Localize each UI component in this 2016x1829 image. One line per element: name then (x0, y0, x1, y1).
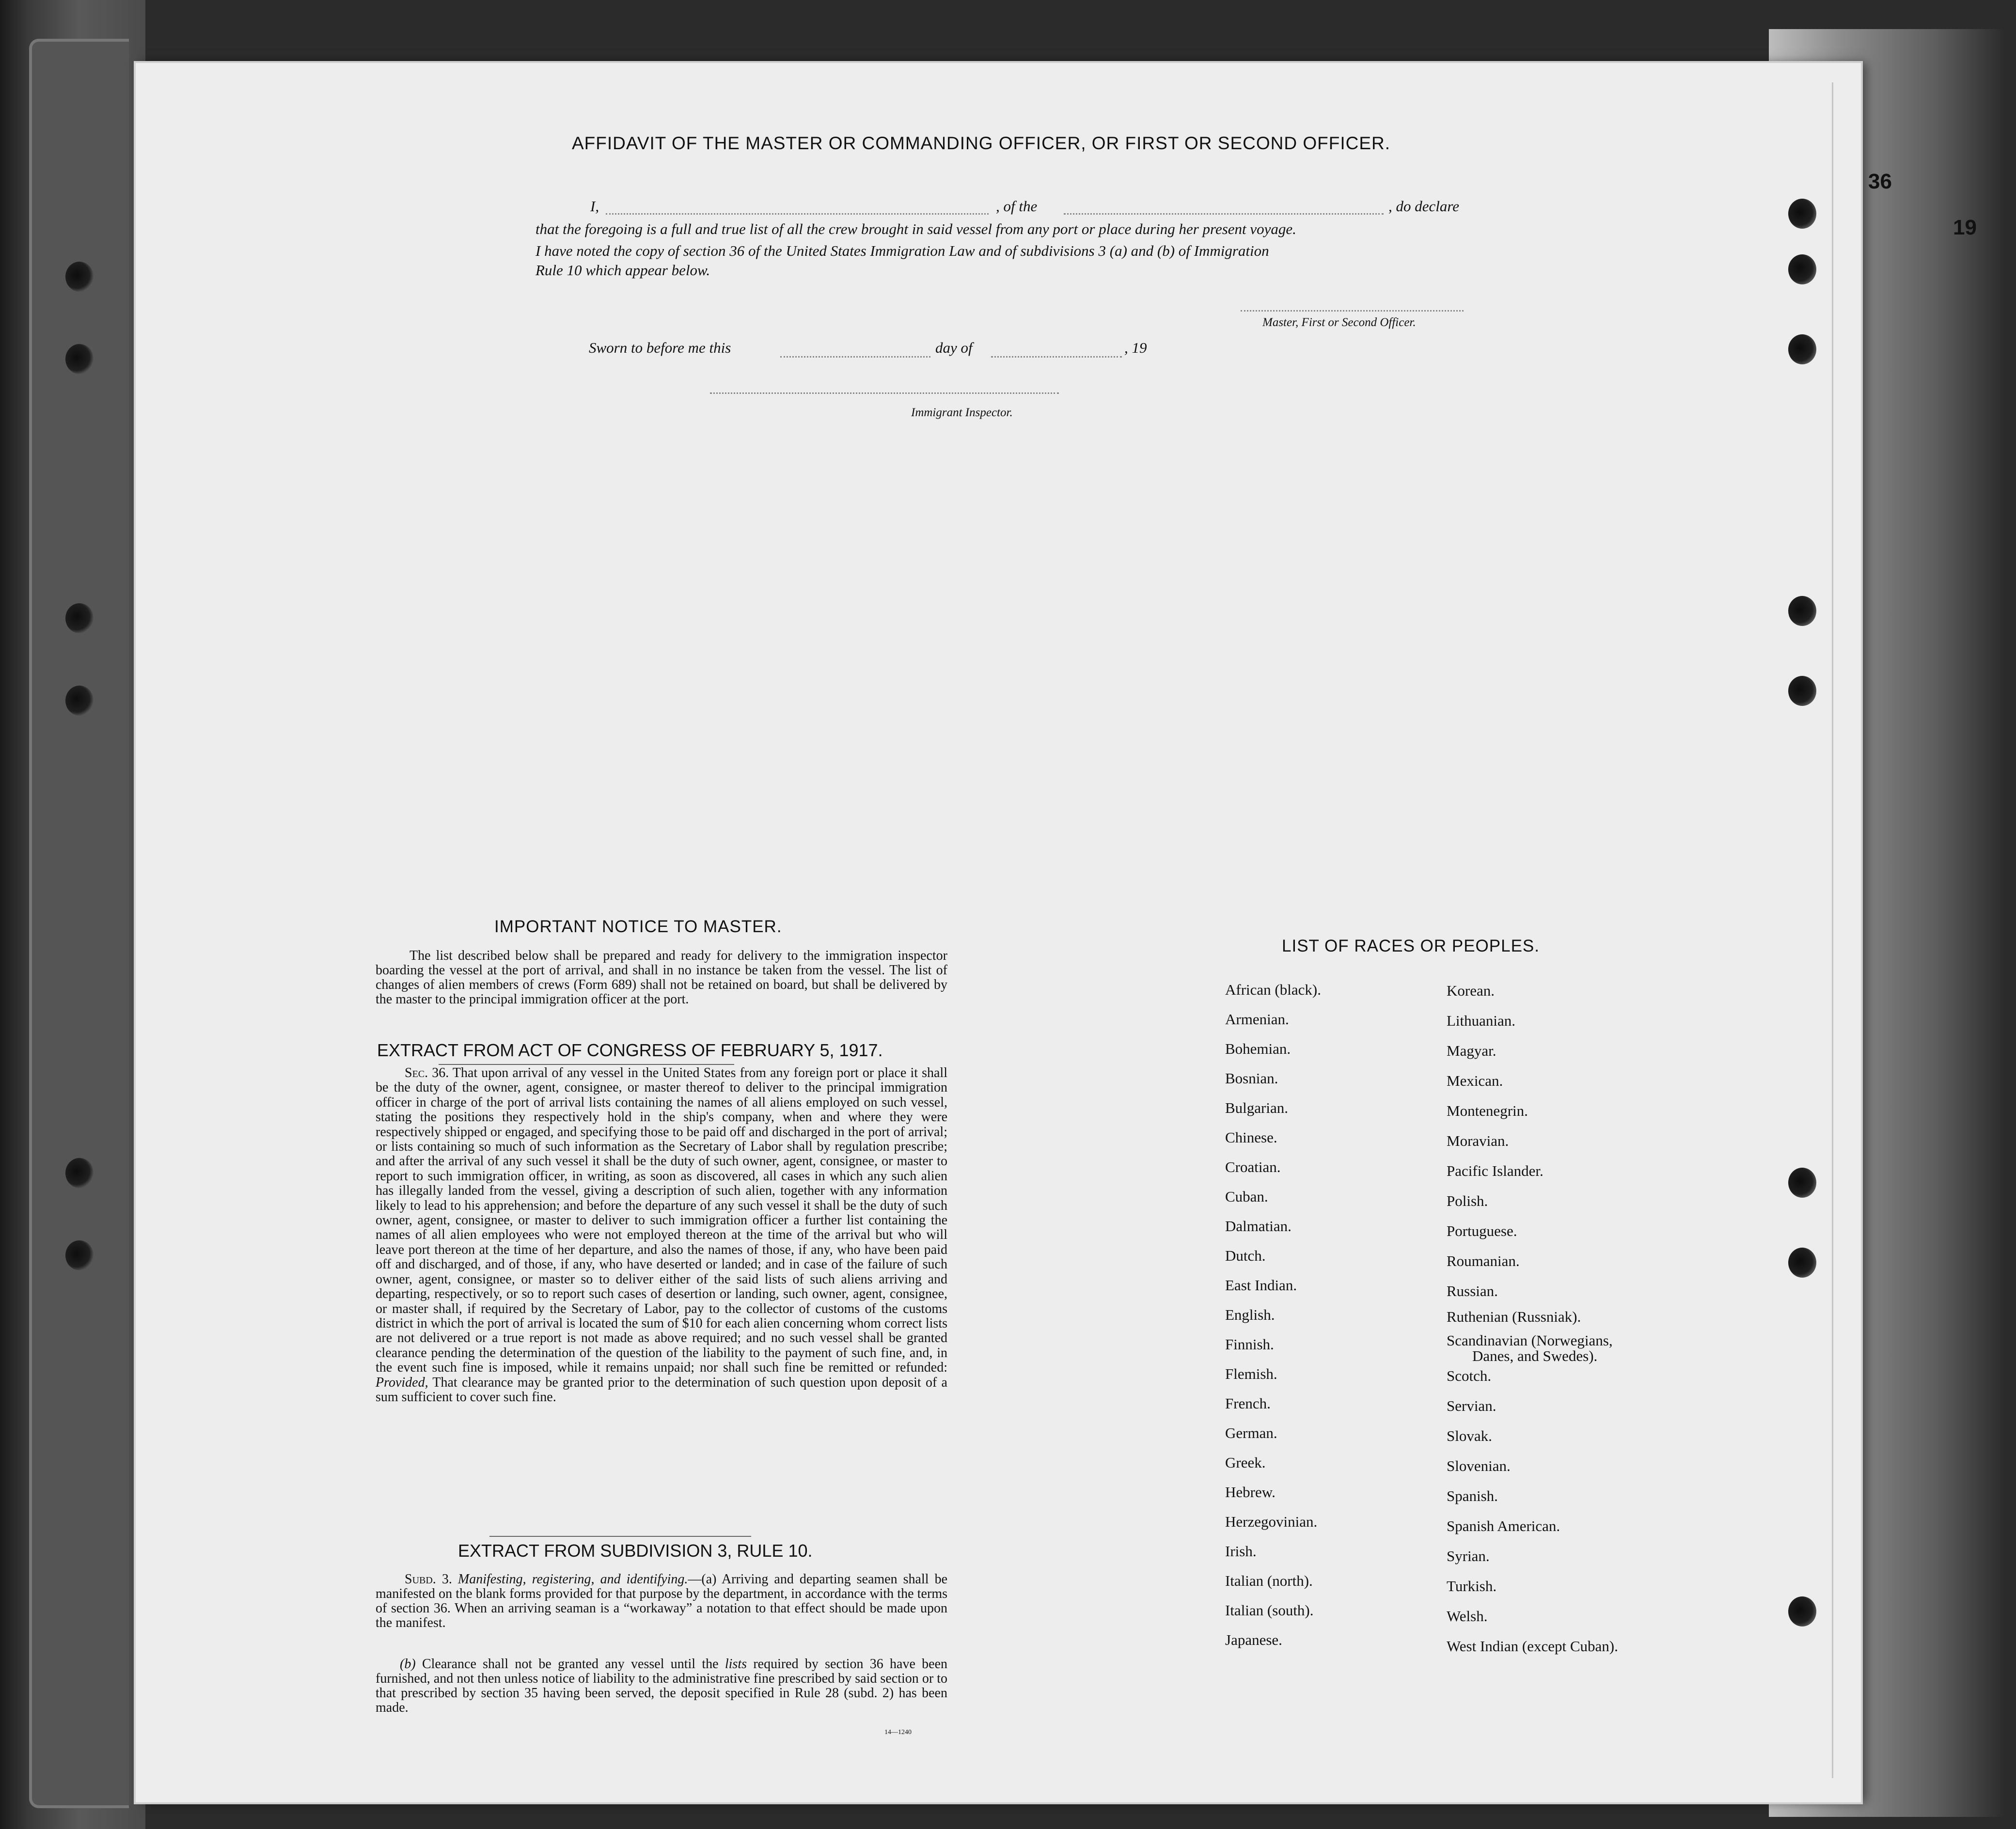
race-right-item: Slovenian. (1447, 1457, 1511, 1474)
race-left-item: Bosnian. (1225, 1070, 1278, 1087)
race-right-item: Scandinavian (Norwegians, (1447, 1332, 1613, 1349)
punch-hole (1788, 596, 1816, 626)
form-number: 14—1240 (884, 1729, 912, 1736)
race-left-item: French. (1225, 1395, 1271, 1412)
punch-hole (65, 686, 94, 716)
race-right-item: Moravian. (1447, 1132, 1509, 1149)
race-right-item: West Indian (except Cuban). (1447, 1638, 1618, 1655)
race-right-item: Montenegrin. (1447, 1102, 1528, 1119)
punch-hole (65, 1240, 94, 1270)
act-section-end: That clearance may be granted prior to the determination of such question upon deposit of a sum sufficient to cover such fine. (376, 1375, 947, 1405)
punch-hole (1788, 1596, 1816, 1626)
race-right-item: Russian. (1447, 1282, 1498, 1299)
punch-hole (1788, 676, 1816, 706)
sworn-day-blank[interactable] (780, 356, 930, 358)
race-right-item: Scotch. (1447, 1367, 1492, 1384)
underlying-page-number: 36 (1868, 170, 1892, 193)
race-right-item: Danes, and Swedes). (1472, 1347, 1598, 1364)
race-right-item: Servian. (1447, 1397, 1496, 1414)
notice-title: IMPORTANT NOTICE TO MASTER. (494, 917, 782, 936)
act-provided: Provided, (376, 1375, 428, 1390)
punch-hole (1788, 254, 1816, 284)
punch-hole (65, 603, 94, 633)
rule-subd-heading: Manifesting, registering, and identifying. (457, 1572, 688, 1587)
race-left-item: Irish. (1225, 1543, 1257, 1560)
affiant-name-blank[interactable] (606, 213, 989, 215)
punch-hole (1788, 1248, 1816, 1278)
race-left-item: Greek. (1225, 1454, 1266, 1471)
rule-para-b (376, 1657, 947, 1715)
punch-hole (1788, 199, 1816, 229)
race-left-item: Dutch. (1225, 1247, 1266, 1264)
affidavit-i: I, (590, 198, 599, 215)
affidavit-line-4: Rule 10 which appear below. (536, 262, 710, 279)
race-right-item: Syrian. (1447, 1548, 1490, 1564)
race-left-item: German. (1225, 1424, 1277, 1441)
rule-para-b-label: (b) (400, 1657, 416, 1672)
vessel-name-blank[interactable] (1064, 213, 1384, 215)
affidavit-line-2: that the foregoing is a full and true list of all the crew brought in said vessel from any port or place during her present voyage. (536, 220, 1296, 237)
race-left-item: Herzegovinian. (1225, 1513, 1318, 1530)
sworn-year: , 19 (1124, 339, 1147, 356)
punch-hole (65, 344, 94, 374)
punch-hole (65, 262, 94, 292)
page-margin-line (1832, 82, 1833, 1778)
master-signature-caption: Master, First or Second Officer. (1262, 316, 1416, 329)
race-right-item: Ruthenian (Russniak). (1447, 1308, 1581, 1325)
race-left-item: Dalmatian. (1225, 1218, 1292, 1235)
rule-para-b-2: required by section 36 have been furnished, and not then unless notice of liability to the administrative fine prescribed by said section or to that prescribed by section 35 having been served, the deposit specified in Rule 28 (subd. 2) has been made. (376, 1657, 948, 1715)
sworn-month-blank[interactable] (991, 356, 1122, 358)
affidavit-declare: , do declare (1388, 198, 1460, 215)
sworn-text: Sworn to before me this (589, 339, 731, 356)
race-left-item: Croatian. (1225, 1158, 1281, 1175)
act-title-rule (439, 1064, 734, 1065)
race-left-item: Cuban. (1225, 1188, 1268, 1205)
race-left-item: East Indian. (1225, 1277, 1297, 1294)
affidavit-title: AFFIDAVIT OF THE MASTER OR COMMANDING OFFICER, OR FIRST OR SECOND OFFICER. (572, 133, 1391, 153)
rule-para-a (376, 1572, 947, 1630)
affidavit-line-3: I have noted the copy of section 36 of the United States Immigration Law and of subdivisions 3 (a) and (b) of Immigration (536, 242, 1269, 259)
races-title: LIST OF RACES OR PEOPLES. (1282, 937, 1540, 955)
race-right-item: Korean. (1447, 982, 1495, 999)
manifest-page (136, 63, 1861, 1802)
rule-para-b-lists: lists (724, 1657, 747, 1672)
rule-title-rule (489, 1536, 751, 1537)
race-right-item: Magyar. (1447, 1042, 1496, 1059)
rule-subd-label: Subd. 3. (405, 1572, 452, 1587)
race-right-item: Spanish American. (1447, 1517, 1560, 1534)
punch-hole (65, 1158, 94, 1188)
race-left-item: Japanese. (1225, 1631, 1282, 1648)
race-left-item: Italian (south). (1225, 1602, 1314, 1619)
sworn-day-of: day of (935, 339, 973, 356)
race-left-item: Flemish. (1225, 1365, 1277, 1382)
underlying-page-number-sub: 19 (1953, 216, 1977, 239)
race-left-item: Italian (north). (1225, 1572, 1313, 1589)
race-right-item: Pacific Islander. (1447, 1162, 1544, 1179)
race-right-item: Portuguese. (1447, 1222, 1517, 1239)
act-title: EXTRACT FROM ACT OF CONGRESS OF FEBRUARY 5, 1917. (377, 1040, 883, 1060)
act-section-text: That upon arrival of any vessel in the United States from any foreign port or place it shall be the duty of the owner, agent, consignee, or master thereof to deliver to the principal immigration officer in charge of the port of arrival lists containing the names of all aliens employed on such vessel, stating the positions they respectively hold in the ship's company, when and where they were respectively shipped or engaged, and specifying those to be paid off and discharged in the port of arrival; or lists containing so much of such information as the Secretary of Labor shall by regulation prescribe; and after the arrival of any such vessel it shall be the duty of such owner, agent, consignee, or master to report to such immigration officer, in writing, as soon as discovered, all cases in which any such alien has illegally landed from the vessel, giving a description of such alien, together with any information likely to lead to his apprehension; and before the departure of any such vessel it shall be the duty of such owner, agent, consignee, or master to deliver to such immigration officer a further list containing the names of all alien employees who were not employed thereon at the time of the arrival but who will leave port thereon at the time of her departure, and also the names of those, if any, who have been paid off and discharged, and of those, if any, who have deserted or landed; and in case of the failure of such owner, agent, consignee, or master so to deliver either of the said lists of such aliens arriving and departing, respectively, or so to report such cases of desertion or landing, such owner, agent, consignee, or master shall, if required by the Secretary of Labor, pay to the collector of customs of the customs district in which the port of arrival is located the sum of $10 for each alien concerning whom correct lists are not delivered or a true report is not made as above required; and no such vessel shall be granted clearance pending the determination of the question of the liability to the payment of such fine, and, in the event such fine is imposed, while it remains unpaid; nor shall such fine be remitted or refunded: (376, 1065, 947, 1376)
master-signature-line[interactable] (1241, 310, 1464, 312)
inspector-signature-line[interactable] (710, 392, 1059, 394)
rule-para-a-text: —(a) Arriving and departing seamen shall be manifested on the blank forms provided for that purpose by the department, in accordance with the terms of section 36. When an arriving seaman is a “workaway” a notation to that effect should be made upon the manifest. (376, 1572, 947, 1630)
rule-para-b-1: Clearance shall not be granted any vessel until the (422, 1657, 719, 1672)
race-right-item: Spanish. (1447, 1487, 1498, 1504)
race-right-item: Slovak. (1447, 1427, 1492, 1444)
act-section-label: Sec. 36. (405, 1065, 449, 1080)
inspector-caption: Immigrant Inspector. (911, 406, 1013, 419)
race-right-item: Mexican. (1447, 1072, 1503, 1089)
race-right-item: Lithuanian. (1447, 1012, 1516, 1029)
race-right-item: Welsh. (1447, 1608, 1488, 1625)
race-left-item: English. (1225, 1306, 1275, 1323)
affidavit-of-the: , of the (996, 198, 1038, 215)
race-left-item: Bulgarian. (1225, 1099, 1288, 1116)
binder-cover-edge (29, 39, 129, 1808)
race-right-item: Polish. (1447, 1192, 1488, 1209)
race-left-item: African (black). (1225, 981, 1321, 998)
rule-title: EXTRACT FROM SUBDIVISION 3, RULE 10. (458, 1541, 813, 1561)
race-right-item: Turkish. (1447, 1578, 1497, 1595)
race-left-item: Finnish. (1225, 1336, 1274, 1353)
punch-hole (1788, 1168, 1816, 1198)
notice-body: The list described below shall be prepared and ready for delivery to the immigration inspector boarding the vessel at the port of arrival, and shall in no instance be taken from the vessel. The list of changes of alien members of crews (Form 689) shall not be retained on board, but shall be delivered by the master to the principal immigration officer at the port. (376, 948, 947, 1007)
race-left-item: Chinese. (1225, 1129, 1277, 1146)
punch-hole (1788, 334, 1816, 364)
act-body (376, 1066, 947, 1405)
race-left-item: Hebrew. (1225, 1484, 1276, 1501)
race-right-item: Roumanian. (1447, 1252, 1520, 1269)
race-left-item: Armenian. (1225, 1011, 1289, 1028)
race-left-item: Bohemian. (1225, 1040, 1291, 1057)
